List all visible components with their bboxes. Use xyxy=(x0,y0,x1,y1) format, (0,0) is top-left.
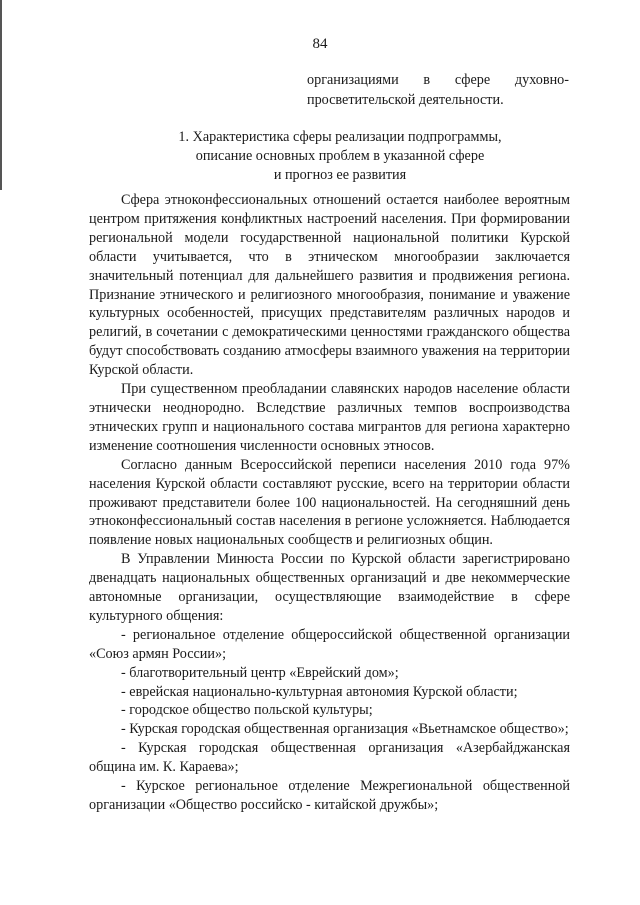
document-body xyxy=(89,191,570,815)
list-item: - благотворительный центр «Еврейский дом»; xyxy=(121,664,399,681)
section-heading-line-1: 1. Характеристика сферы реализации подпрограммы, xyxy=(178,129,502,145)
list-item: - Курская городская общественная организация «Вьетнамское общество»; xyxy=(121,721,569,738)
paragraph: Сфера этноконфессиональных отношений остается наиболее вероятным центром притяжения конфликтных настроений населения. При формировании региональной модели государственной национальной политики Курской области учитывается, что в этническом многообразии заключается значительный потенциал для дальнейшего развития и продвижения региона. Признание этнического и религиозного многообразия, понимание и уважение культурных особенностей, присущих представителям различных народов и религий, в сочетании с демократическими ценностями гражданского общества будут способствовать созданию атмосферы взаимного уважения на территории Курской области. xyxy=(89,192,570,379)
section-heading-line-2: описание основных проблем в указанной сфере xyxy=(195,148,485,164)
continuation-text xyxy=(307,70,569,110)
paragraph: В Управлении Минюста России по Курской области зарегистрировано двенадцать национальных общественных организаций и две некоммерческие автономные организации, осуществляющие взаимодействие в сфере культурного общения: xyxy=(89,551,570,624)
list-item: - городское общество польской культуры; xyxy=(121,702,373,719)
paragraph: Согласно данным Всероссийской переписи населения 2010 года 97% населения Курской области составляют русские, всего на территории области проживают представители более 100 национальностей. На сегодняшний день этноконфессиональный состав населения в регионе усложняется. Наблюдается появление новых национальных сообществ и религиозных общин. xyxy=(89,456,570,549)
continuation-line-1: организациями в сфере духовно- xyxy=(307,72,569,88)
section-heading-line-3: и прогноз ее развития xyxy=(273,167,407,183)
list-item: - Курская городская общественная организация «Азербайджанская община им. К. Караева»; xyxy=(89,740,570,776)
paragraph: При существенном преобладании славянских народов население области этнически неоднородно. Вследствие различных темпов воспроизводства этнических групп и национального состава мигрантов для региона характерно изменение соотношения численности основных этносов. xyxy=(89,381,570,454)
continuation-line-2: просветительской деятельности. xyxy=(307,92,504,108)
list-item: - Курское региональное отделение Межрегиональной общественной организации «Общество российско - китайской дружбы»; xyxy=(89,778,570,813)
page-number: 84 xyxy=(312,36,328,52)
list-item: - еврейская национально-культурная автономия Курской области; xyxy=(121,683,518,700)
section-heading xyxy=(120,128,560,185)
list-item: - региональное отделение общероссийской общественной организации «Союз армян России»; xyxy=(89,626,570,662)
